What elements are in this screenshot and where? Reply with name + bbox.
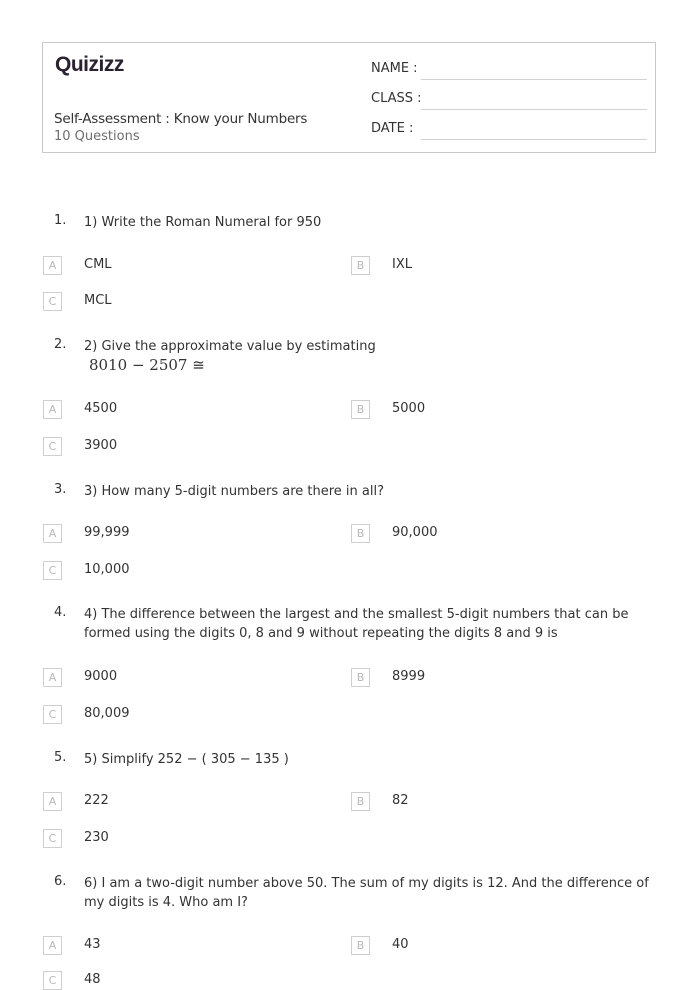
worksheet-header [42,42,656,153]
date-field[interactable] [421,139,647,140]
name-field[interactable] [421,79,647,80]
question-text: 4) The difference between the largest and the smallest 5-digit numbers that can be formed using the digits 0, 8 and 9 without repeating the digits 8 and 9 is [84,607,629,641]
option-b-text[interactable]: 82 [392,793,409,808]
quizizz-logo: Quizizz [55,53,124,76]
option-c-text[interactable]: 80,009 [84,706,130,721]
question-number: 4. [54,605,67,620]
option-c-box[interactable]: C [43,705,62,724]
question-number: 6. [54,874,67,889]
option-b-text[interactable]: 40 [392,937,409,952]
question-text: 6) I am a two-digit number above 50. The sum of my digits is 12. And the difference of my digits is 4. Who am I? [84,876,649,910]
option-a-text[interactable]: 9000 [84,669,118,684]
option-c-box[interactable]: C [43,829,62,848]
question-number: 5. [54,750,67,765]
question-text: 3) How many 5-digit numbers are there in all? [84,484,384,499]
question-text: 2) Give the approximate value by estimating [84,339,376,354]
question-text: 1) Write the Roman Numeral for 950 [84,215,322,230]
option-a-box[interactable]: A [43,936,62,955]
option-a-text[interactable]: 43 [84,937,101,952]
question-text: 5) Simplify 252 − ( 305 − 135 ) [84,752,289,767]
class-field[interactable] [421,109,647,110]
option-c-text[interactable]: 48 [84,972,101,987]
option-b-box[interactable]: B [351,668,370,687]
option-a-text[interactable]: 4500 [84,401,118,416]
math-expression: 8010 − 2507 ≅ [89,356,205,374]
option-a-box[interactable]: A [43,256,62,275]
option-c-box[interactable]: C [43,561,62,580]
option-b-box[interactable]: B [351,256,370,275]
option-b-text[interactable]: 5000 [392,401,426,416]
option-a-text[interactable]: 99,999 [84,525,130,540]
question-number: 3. [54,482,67,497]
option-a-text[interactable]: 222 [84,793,109,808]
option-a-box[interactable]: A [43,668,62,687]
date-label: DATE : [371,121,414,136]
option-c-text[interactable]: MCL [84,293,112,308]
option-b-box[interactable]: B [351,792,370,811]
option-c-text[interactable]: 10,000 [84,562,130,577]
option-b-text[interactable]: IXL [392,257,412,272]
option-a-text[interactable]: CML [84,257,112,272]
option-c-text[interactable]: 230 [84,830,109,845]
option-a-box[interactable]: A [43,792,62,811]
option-c-text[interactable]: 3900 [84,438,118,453]
option-c-box[interactable]: C [43,971,62,990]
option-b-box[interactable]: B [351,400,370,419]
option-b-box[interactable]: B [351,936,370,955]
option-a-box[interactable]: A [43,400,62,419]
question-count: 10 Questions [54,129,140,144]
question-number: 1. [54,213,67,228]
worksheet-title: Self-Assessment : Know your Numbers [54,111,308,127]
option-c-box[interactable]: C [43,292,62,311]
option-b-box[interactable]: B [351,524,370,543]
option-b-text[interactable]: 8999 [392,669,426,684]
option-b-text[interactable]: 90,000 [392,525,438,540]
option-c-box[interactable]: C [43,437,62,456]
class-label: CLASS : [371,91,422,106]
option-a-box[interactable]: A [43,524,62,543]
question-number: 2. [54,337,67,352]
name-label: NAME : [371,61,418,76]
